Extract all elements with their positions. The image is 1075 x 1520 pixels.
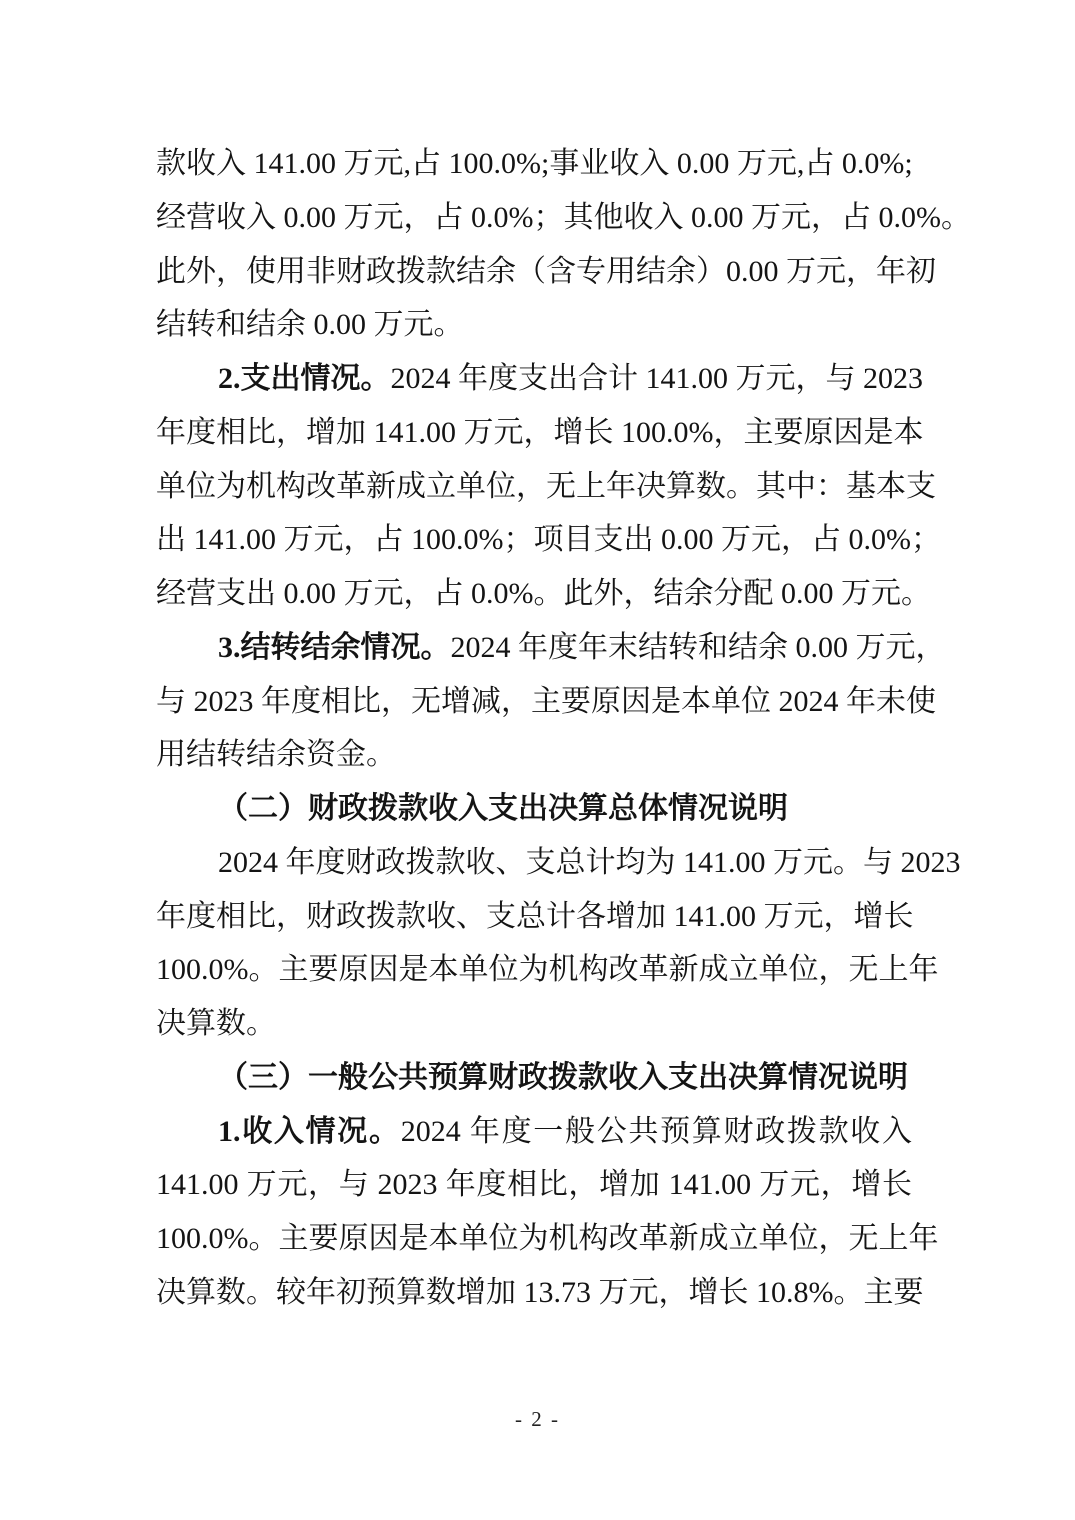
run-in-heading: 2.支出情况。	[218, 362, 391, 395]
text-line	[156, 406, 924, 460]
page-number: - 2 -	[515, 1407, 560, 1431]
text-run: 结转和结余 0.00 万元。	[156, 308, 464, 342]
text-line	[156, 943, 939, 997]
text-line	[156, 836, 961, 890]
run-in-heading: 3.结转结余情况。	[218, 630, 451, 664]
text-line	[156, 191, 971, 245]
run-in-heading: 1.收入情况。	[218, 1114, 401, 1148]
text-run: 2024 年度一般公共预算财政拨款收入	[400, 1114, 913, 1148]
text-run: 单位为机构改革新成立单位，无上年决算数。其中：基本支	[156, 469, 936, 503]
section-heading: （三）一般公共预算财政拨款收入支出决算情况说明	[218, 1060, 908, 1094]
text-run: 100.0%。主要原因是本单位为机构改革新成立单位，无上年	[156, 953, 939, 987]
text-run: 决算数。较年初预算数增加 13.73 万元，增长 10.8%。主要	[156, 1275, 924, 1309]
text-run: 2024 年度支出合计 141.00 万元，与 2023	[390, 362, 923, 395]
text-run: 141.00 万元，与 2023 年度相比，增加 141.00 万元，增长	[156, 1168, 912, 1202]
text-run: 年度相比，财政拨款收、支总计各增加 141.00 万元，增长	[156, 899, 914, 933]
text-line	[156, 513, 941, 567]
text-run: 经营支出 0.00 万元，占 0.0%。此外，结余分配 0.00 万元。	[156, 577, 931, 610]
text-block	[156, 137, 971, 1320]
text-line	[156, 782, 912, 836]
text-line	[156, 352, 923, 406]
text-line	[156, 675, 936, 729]
text-run: 2024 年度财政拨款收、支总计均为 141.00 万元。与 2023	[218, 845, 961, 879]
text-run: 与 2023 年度相比，无增减，主要原因是本单位 2024 年未使	[156, 684, 936, 718]
text-line	[156, 1266, 924, 1320]
text-run: 经营收入 0.00 万元，占 0.0%；其他收入 0.00 万元，占 0.0%。	[156, 200, 971, 234]
text-run: 款收入 141.00 万元,占 100.0%;事业收入 0.00 万元,占 0.0%;	[156, 147, 913, 180]
text-line	[156, 298, 912, 352]
text-line	[156, 567, 931, 621]
text-run: 年度相比，增加 141.00 万元，增长 100.0%，主要原因是本	[156, 415, 924, 449]
text-run: 2024 年度年末结转和结余 0.00 万元，	[450, 630, 946, 664]
section-heading: （二）财政拨款收入支出决算总体情况说明	[218, 792, 788, 825]
text-line	[156, 460, 936, 514]
text-line	[156, 890, 912, 944]
text-run: 决算数。	[156, 1007, 276, 1040]
text-line	[156, 621, 946, 675]
text-line	[156, 997, 912, 1051]
text-line	[156, 1051, 912, 1105]
text-line	[156, 1158, 912, 1212]
text-run: 出 141.00 万元，占 100.0%；项目支出 0.00 万元，占 0.0%；	[156, 523, 941, 557]
text-run: 此外，使用非财政拨款结余（含专用结余）0.00 万元，年初	[156, 254, 936, 288]
text-run: 用结转结余资金。	[156, 738, 396, 772]
text-line	[156, 245, 936, 299]
text-run: 100.0%。主要原因是本单位为机构改革新成立单位，无上年	[156, 1222, 939, 1255]
text-line	[156, 1212, 939, 1266]
text-line	[156, 1105, 912, 1159]
text-line	[156, 137, 912, 191]
text-line	[156, 728, 912, 782]
